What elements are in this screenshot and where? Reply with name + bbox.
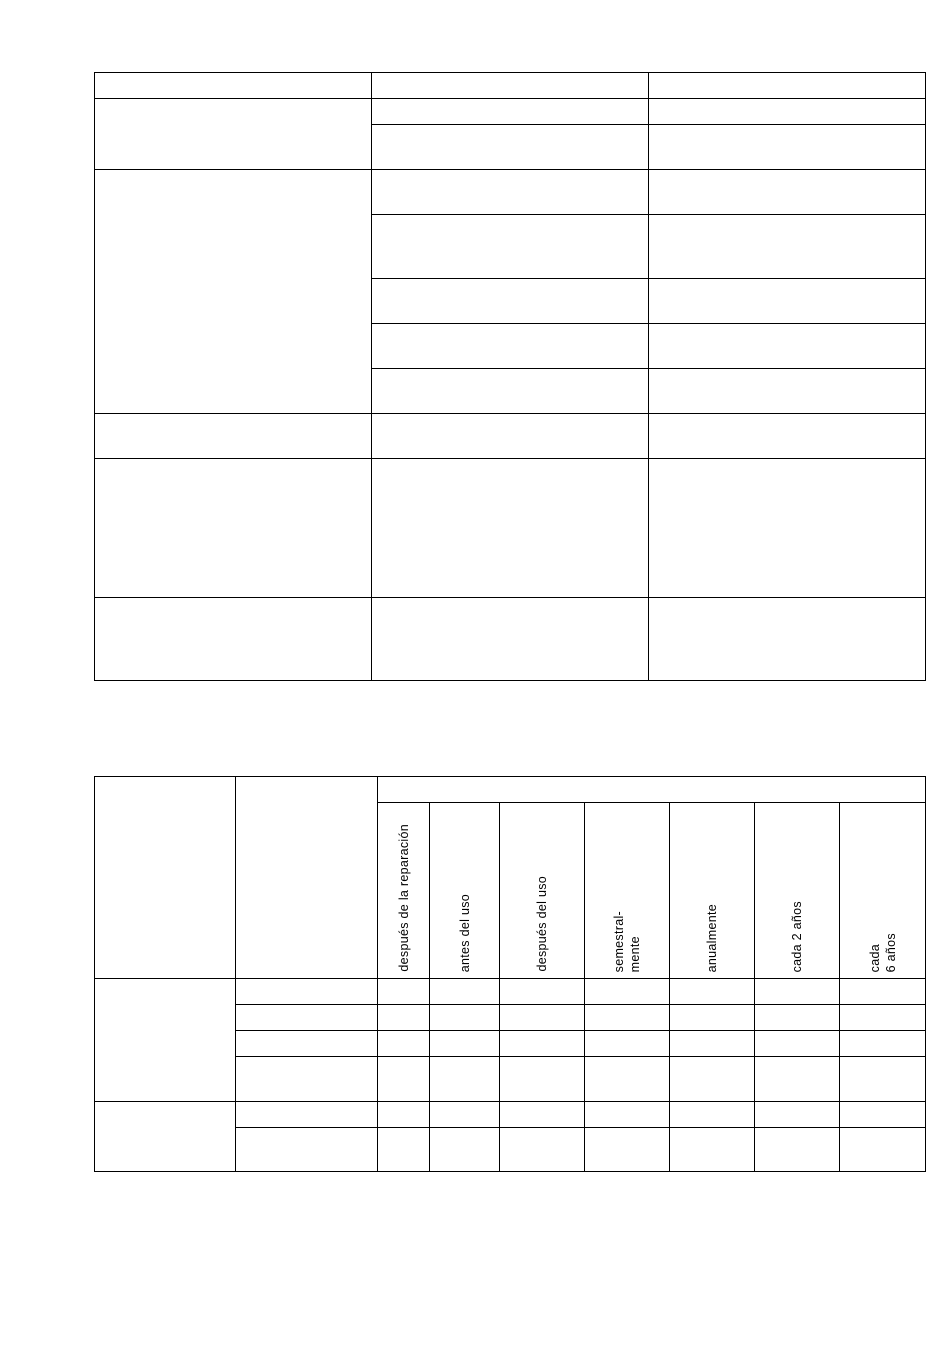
table-cell (585, 1102, 670, 1128)
table-cell (755, 1057, 840, 1102)
table-cell (372, 459, 649, 598)
table-cell (372, 73, 649, 99)
table-cell (378, 979, 430, 1005)
table-cell (378, 1057, 430, 1102)
frequency-header-annually (670, 803, 755, 979)
frequency-header-before-use (430, 803, 500, 979)
table-cell (372, 125, 649, 170)
table-cell (95, 1102, 236, 1172)
table-cell (649, 598, 926, 681)
table-cell (670, 1031, 755, 1057)
table-cell (95, 170, 372, 414)
table-cell (649, 99, 926, 125)
table-cell (372, 215, 649, 279)
table-cell (755, 1031, 840, 1057)
table-cell (430, 1128, 500, 1172)
table-cell (649, 215, 926, 279)
table-cell (95, 414, 372, 459)
table-cell (378, 1005, 430, 1031)
table-cell (649, 369, 926, 414)
table-cell (95, 459, 372, 598)
table-cell (95, 99, 372, 170)
table-cell (500, 1102, 585, 1128)
table-cell (378, 1102, 430, 1128)
table-cell (755, 1128, 840, 1172)
table-cell (585, 979, 670, 1005)
table-cell (378, 1031, 430, 1057)
table-header-row (95, 73, 926, 99)
table-cell (236, 1005, 378, 1031)
table-cell (840, 1031, 926, 1057)
column-header: antes del uso (457, 893, 472, 972)
table-cell (95, 73, 372, 99)
inspection-table (94, 72, 926, 681)
table-cell (236, 979, 378, 1005)
table-row (95, 414, 926, 459)
table-cell (649, 459, 926, 598)
column-header: después de la reparación (396, 824, 411, 972)
table-cell (430, 1057, 500, 1102)
table-cell (500, 1031, 585, 1057)
table-cell (372, 598, 649, 681)
table-cell (500, 1005, 585, 1031)
table-cell (500, 979, 585, 1005)
table-cell (670, 1102, 755, 1128)
table-cell (670, 1128, 755, 1172)
table-cell (378, 1128, 430, 1172)
column-header: anualmente (705, 903, 719, 972)
table-cell (372, 170, 649, 215)
table-cell (670, 1005, 755, 1031)
table-cell (236, 1128, 378, 1172)
table-cell (372, 414, 649, 459)
frequency-group-header (378, 777, 926, 803)
frequency-header-every-6-years (840, 803, 926, 979)
table-cell (840, 1128, 926, 1172)
table-cell (430, 979, 500, 1005)
table-cell (500, 1128, 585, 1172)
table-row (95, 459, 926, 598)
column-header: cada 6 años (867, 932, 898, 972)
table-cell (372, 279, 649, 324)
table-cell (670, 1057, 755, 1102)
table-row (95, 598, 926, 681)
table-cell (372, 369, 649, 414)
table-cell (372, 324, 649, 369)
table-cell (585, 1057, 670, 1102)
table-cell (585, 1031, 670, 1057)
table-row (95, 979, 926, 1005)
table-row (95, 99, 926, 125)
table-cell (649, 324, 926, 369)
table-cell (95, 777, 236, 979)
table-cell (585, 1005, 670, 1031)
table-cell (500, 1057, 585, 1102)
table-row (95, 1102, 926, 1128)
table-cell (236, 777, 378, 979)
table-cell (755, 1005, 840, 1031)
frequency-header-semiannually (585, 803, 670, 979)
table-cell (236, 1057, 378, 1102)
table-cell (670, 979, 755, 1005)
frequency-header-after-use (500, 803, 585, 979)
table-cell (840, 1057, 926, 1102)
table-header-row (95, 777, 926, 803)
table-cell (372, 99, 649, 125)
table-cell (236, 1102, 378, 1128)
table-cell (95, 598, 372, 681)
table-cell (649, 125, 926, 170)
table-cell (755, 979, 840, 1005)
table-cell (840, 979, 926, 1005)
table-cell (585, 1128, 670, 1172)
table-cell (649, 170, 926, 215)
table-cell (430, 1031, 500, 1057)
table-cell (95, 979, 236, 1102)
maintenance-schedule-table (94, 776, 926, 1172)
table-row (95, 170, 926, 215)
table-cell (840, 1102, 926, 1128)
table-cell (236, 1031, 378, 1057)
frequency-header-after-repair (378, 803, 430, 979)
column-header: semestral- mente (612, 910, 642, 972)
table-cell (649, 279, 926, 324)
column-header: cada 2 años (790, 900, 804, 972)
table-cell (649, 73, 926, 99)
table-cell (649, 414, 926, 459)
table-cell (755, 1102, 840, 1128)
table-cell (430, 1005, 500, 1031)
column-header: después del uso (535, 876, 549, 972)
table-cell (840, 1005, 926, 1031)
frequency-header-every-2-years (755, 803, 840, 979)
table-cell (430, 1102, 500, 1128)
